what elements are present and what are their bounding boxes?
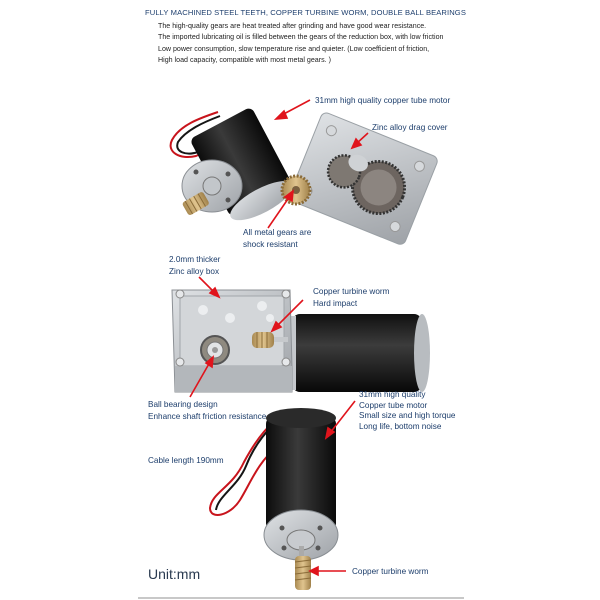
description-line: Low power consumption, slow temperature rise and quieter. (Low coefficient of friction, (158, 44, 430, 53)
description-line: High load capacity, compatible with most metal gears. ) (158, 55, 331, 64)
page-title: FULLY MACHINED STEEL TEETH, COPPER TURBINE WORM, DOUBLE BALL BEARINGS (145, 8, 466, 17)
description-line: The imported lubricating oil is filled between the gears of the reduction box, with low friction (158, 33, 444, 42)
description-line: The high-quality gears are heat treated after grinding and have good wear resistance. (158, 22, 427, 30)
box-label: 2.0mm thicker Zinc alloy box (169, 255, 221, 276)
gears-label: All metal gears are shock resistant (243, 228, 312, 249)
standing-motor-label: 31mm high quality Copper tube motor Small size and high torque Long life, bottom noise (359, 390, 456, 431)
cable-length-label: Cable length 190mm (148, 456, 224, 465)
brass-gear (282, 176, 310, 204)
unit-label: Unit:mm (148, 566, 201, 582)
assembled-gearmotor (172, 290, 430, 392)
motor-label: 31mm high quality copper tube motor (315, 96, 451, 105)
divider (138, 597, 464, 599)
copper-worm-label: Copper turbine worm (352, 567, 429, 576)
cover-label: Zinc alloy drag cover (372, 123, 448, 132)
worm-label: Copper turbine worm Hard impact (313, 287, 390, 308)
bearing-label: Ball bearing design Enhance shaft friction resistance (148, 400, 267, 421)
motor-exploded-view (171, 106, 299, 227)
standing-motor (210, 408, 338, 590)
